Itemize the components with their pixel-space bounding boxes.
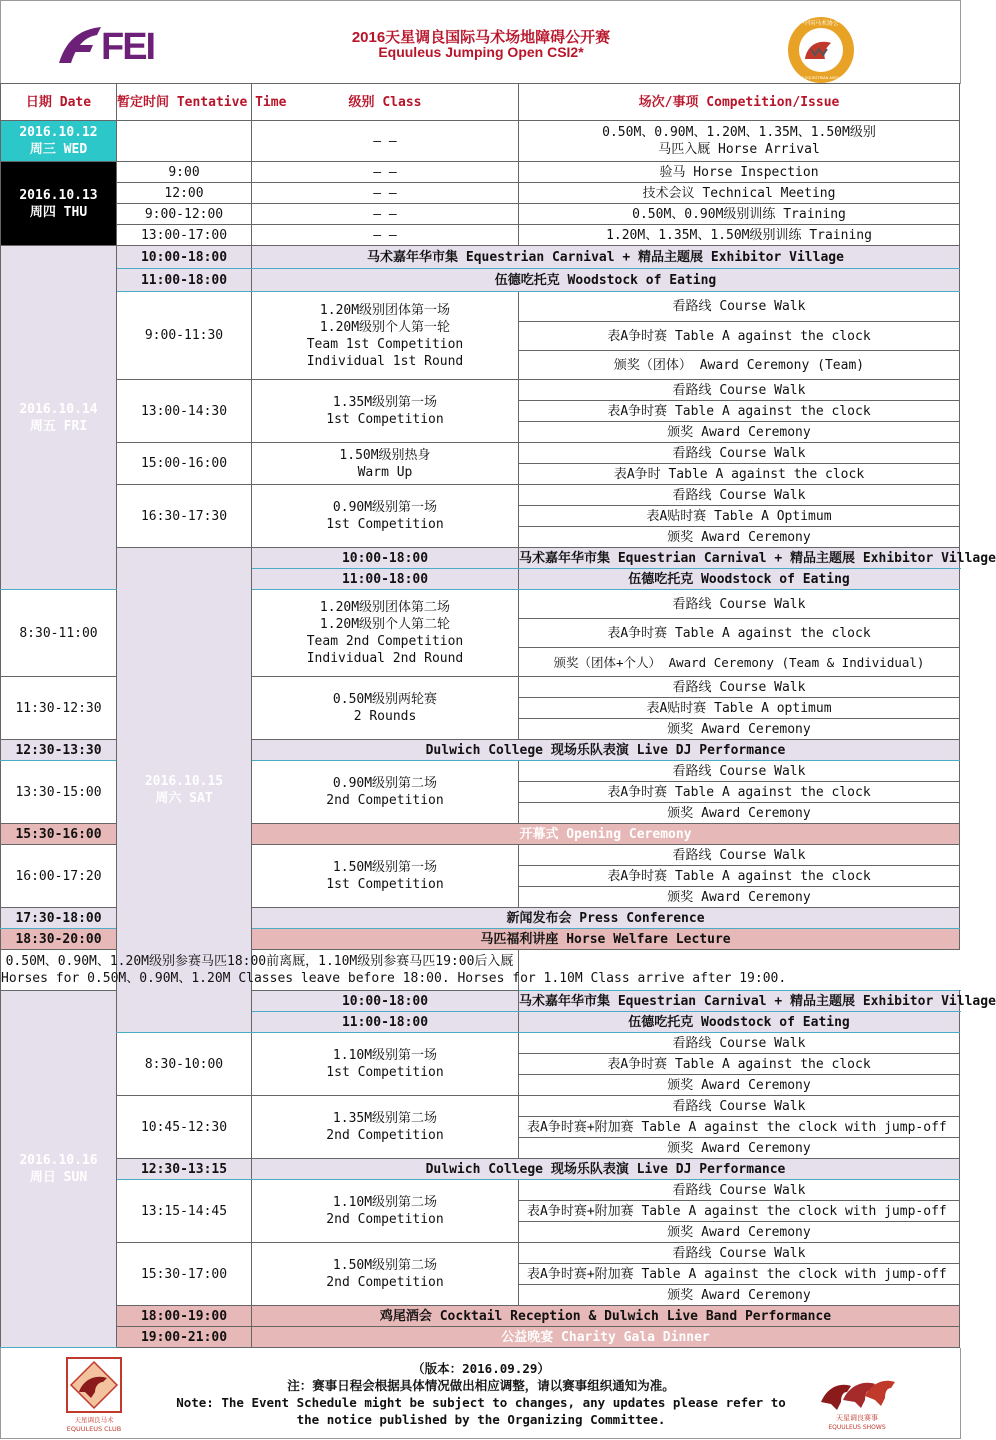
issue-cell: 表A贴时赛 Table A optimum xyxy=(519,698,960,719)
event-row xyxy=(1,269,960,292)
schedule-table xyxy=(0,83,996,1348)
stabling-note xyxy=(1,950,787,991)
time-cell: 15:30-16:00 xyxy=(1,824,117,845)
event-cell: 公益晚宴 Charity Gala Dinner xyxy=(252,1327,960,1348)
time-cell: 17:30-18:00 xyxy=(1,908,117,929)
issue-cell: 表A贴时赛 Table A Optimum xyxy=(519,506,960,527)
class-cell xyxy=(252,1243,519,1306)
note-line: 0.50M、0.90M、1.20M级别参赛马匹18:00前离厩，1.10M级别参赛马匹19:00后入厩 xyxy=(5,954,514,969)
issue-cell: 看路线 Course Walk xyxy=(519,761,960,782)
time-cell: 13:15-14:45 xyxy=(117,1180,252,1243)
issue-cell: 看路线 Course Walk xyxy=(519,677,960,698)
time-cell: 18:30-20:00 xyxy=(1,929,117,950)
event-cell: 开幕式 Opening Ceremony xyxy=(252,824,960,845)
col-date: 日期 Date xyxy=(1,84,117,121)
class-cell xyxy=(252,485,519,548)
class-line: 1.20M级别个人第一轮 xyxy=(319,319,451,335)
day-sat-date: 2016.10.15 xyxy=(144,774,224,789)
note-line: Horses for 0.50M、0.90M、1.20M Classes leave before 18:00. Horses for 1.10M Class arrive after 19:00. xyxy=(1,971,787,986)
issue-cell: 看路线 Course Walk xyxy=(519,590,960,619)
class-cell xyxy=(252,1096,519,1159)
class-line: 1.20M级别团体第二场 xyxy=(319,600,451,615)
event-cell: 新闻发布会 Press Conference xyxy=(252,908,960,929)
fei-logo-text: FEI xyxy=(101,26,155,68)
shows-logo-cn: 天星调良赛事 xyxy=(836,1414,878,1422)
event-row xyxy=(1,548,960,569)
time-cell xyxy=(117,121,252,162)
issue-cell: 1.20M、1.35M、1.50M级别训练 Training xyxy=(519,225,960,246)
event-cell: 伍德吃托克 Woodstock of Eating xyxy=(519,569,960,590)
fei-logo xyxy=(53,23,177,68)
issue-cell: 表A争时赛 Table A against the clock xyxy=(519,401,960,422)
class-line: 2 Rounds xyxy=(353,709,417,724)
event-cell: 伍德吃托克 Woodstock of Eating xyxy=(252,269,960,292)
time-cell: 10:00-18:00 xyxy=(252,548,519,569)
time-cell: 13:30-15:00 xyxy=(1,761,117,824)
class-line: 0.90M级别第一场 xyxy=(332,500,438,515)
day-fri xyxy=(1,246,117,590)
class-line: 1.50M级别第一场 xyxy=(332,860,438,875)
day-thu xyxy=(1,162,117,246)
time-cell: 9:00-12:00 xyxy=(117,204,252,225)
issue-cell: 表A争时赛 Table A against the clock xyxy=(519,322,960,351)
event-row xyxy=(1,1327,960,1348)
time-cell: 15:30-17:00 xyxy=(117,1243,252,1306)
issue-cell: 表A争时赛 Table A against the clock xyxy=(519,866,960,887)
class-cell xyxy=(252,590,519,677)
class-cell xyxy=(252,677,519,740)
issue-cell: 表A争时赛 Table A against the clock xyxy=(519,1054,960,1075)
issue-cell: 看路线 Course Walk xyxy=(519,1033,960,1054)
class-line: 1.10M级别第一场 xyxy=(332,1048,438,1063)
page-footer xyxy=(0,1348,961,1439)
day-sun-weekday: 周日 SUN xyxy=(29,1170,88,1185)
event-cell: 马术嘉年华市集 Equestrian Carnival + 精品主题展 Exhibitor Village xyxy=(252,246,960,269)
time-cell: 8:30-10:00 xyxy=(117,1033,252,1096)
class-cell xyxy=(252,1033,519,1096)
class-cell xyxy=(252,443,519,485)
issue-cell: 看路线 Course Walk xyxy=(519,1096,960,1117)
class-line: 0.50M级别两轮赛 xyxy=(332,692,438,707)
note-cn: 注：赛事日程会根据具体情况做出相应调整，请以赛事组织通知为准。 xyxy=(287,1378,675,1393)
table-row xyxy=(1,380,960,401)
event-cell: 伍德吃托克 Woodstock of Eating xyxy=(519,1012,960,1033)
day-sun xyxy=(1,991,117,1348)
title-cn: 2016天星调良国际马术场地障碍公开赛 xyxy=(351,29,611,46)
table-row xyxy=(1,1096,960,1117)
time-cell: 13:00-14:30 xyxy=(117,380,252,443)
table-row xyxy=(1,1033,960,1054)
class-line: 1.10M级别第二场 xyxy=(332,1195,438,1210)
event-row xyxy=(1,1159,960,1180)
issue-cell: 颁奖 Award Ceremony xyxy=(519,422,960,443)
table-row xyxy=(1,1243,960,1264)
time-cell: 13:00-17:00 xyxy=(117,225,252,246)
equuleus-club-logo xyxy=(61,1354,127,1434)
issue-line: 马匹入厩 Horse Arrival xyxy=(658,142,820,157)
class-line: 1.20M级别个人第二轮 xyxy=(319,617,451,632)
issue-cell xyxy=(519,121,960,162)
class-cell xyxy=(252,761,519,824)
wed-row xyxy=(1,121,960,162)
issue-cell: 颁奖 Award Ceremony xyxy=(519,1075,960,1096)
day-wed-weekday: 周三 WED xyxy=(29,142,88,157)
issue-cell: 颁奖 Award Ceremony xyxy=(519,803,960,824)
table-row xyxy=(1,162,960,183)
issue-cell: 看路线 Course Walk xyxy=(519,485,960,506)
table-row xyxy=(1,204,960,225)
event-cell: 马术嘉年华市集 Equestrian Carnival + 精品主题展 Exhibitor Village xyxy=(519,548,960,569)
day-fri-date: 2016.10.14 xyxy=(19,401,98,417)
event-cell: Dulwich College 现场乐队表演 Live DJ Performance xyxy=(252,740,960,761)
class-cell: — — xyxy=(252,121,519,162)
class-line: Warm Up xyxy=(357,464,413,480)
shows-logo-en: EQUULEUS SHOWS xyxy=(828,1424,886,1431)
issue-cell: 颁奖 Award Ceremony xyxy=(519,1285,960,1306)
table-row xyxy=(1,1180,960,1201)
issue-cell: 表A争时赛 Table A against the clock xyxy=(519,619,960,648)
class-line: 1st Competition xyxy=(326,1065,444,1080)
class-line: Individual 2nd Round xyxy=(306,651,464,666)
col-issue: 场次/事项 Competition/Issue xyxy=(519,84,960,121)
col-time: 暂定时间 Tentative Time xyxy=(117,84,252,121)
time-cell: 12:00 xyxy=(117,183,252,204)
class-line: 1.50M级别热身 xyxy=(339,447,431,463)
time-cell: 12:30-13:15 xyxy=(117,1159,252,1180)
class-cell xyxy=(252,380,519,443)
issue-cell: 看路线 Course Walk xyxy=(519,1243,960,1264)
time-cell: 11:00-18:00 xyxy=(117,269,252,292)
event-cell: 马匹福利讲座 Horse Welfare Lecture xyxy=(252,929,960,950)
version-label: （版本：2016.09.29） xyxy=(412,1361,550,1376)
issue-line: 0.50M、0.90M、1.20M、1.35M、1.50M级别 xyxy=(602,125,876,140)
col-class: 级别 Class xyxy=(252,84,519,121)
table-header-row xyxy=(1,84,960,121)
club-logo-cn: 天星调良马术 xyxy=(74,1416,114,1424)
class-cell xyxy=(252,845,519,908)
issue-cell: 颁奖 Award Ceremony xyxy=(519,1222,960,1243)
issue-cell: 颁奖（团体） Award Ceremony (Team) xyxy=(519,351,960,380)
time-cell: 11:00-18:00 xyxy=(252,569,519,590)
time-cell: 11:00-18:00 xyxy=(252,1012,519,1033)
issue-cell: 0.50M、0.90M级别训练 Training xyxy=(519,204,960,225)
class-line: 1st Competition xyxy=(326,517,444,532)
time-cell: 10:00-18:00 xyxy=(117,246,252,269)
seal-text-bottom: CHINESE EQUESTRIAN ASSOCIATION xyxy=(788,76,854,80)
class-line: 2nd Competition xyxy=(326,793,444,808)
table-row xyxy=(1,183,960,204)
time-cell: 8:30-11:00 xyxy=(1,590,117,677)
time-cell: 15:00-16:00 xyxy=(117,443,252,485)
issue-cell: 技术会议 Technical Meeting xyxy=(519,183,960,204)
class-cell: — — xyxy=(252,162,519,183)
table-row xyxy=(1,225,960,246)
note-en-2: the notice published by the Organizing Committee. xyxy=(296,1412,666,1427)
note-row xyxy=(1,950,960,991)
cea-seal-logo xyxy=(783,15,859,85)
time-cell: 18:00-19:00 xyxy=(117,1306,252,1327)
day-wed xyxy=(1,121,117,162)
class-line: 1.35M级别第一场 xyxy=(332,395,438,410)
table-row xyxy=(1,292,960,322)
issue-cell: 表A争时 Table A against the clock xyxy=(519,464,960,485)
club-logo-en: EQUULEUS CLUB xyxy=(66,1425,122,1433)
issue-cell: 看路线 Course Walk xyxy=(519,443,960,464)
issue-cell: 验马 Horse Inspection xyxy=(519,162,960,183)
issue-cell: 看路线 Course Walk xyxy=(519,292,960,322)
class-line: 0.90M级别第二场 xyxy=(332,776,438,791)
class-line: 1st Competition xyxy=(326,877,444,892)
class-cell: — — xyxy=(252,204,519,225)
class-line: 1.20M级别团体第一场 xyxy=(319,302,451,318)
issue-cell: 颁奖 Award Ceremony xyxy=(519,527,960,548)
issue-cell: 颁奖（团体+个人） Award Ceremony (Team & Individual) xyxy=(519,648,960,677)
class-line: Team 2nd Competition xyxy=(306,634,464,649)
event-cell: Dulwich College 现场乐队表演 Live DJ Performance xyxy=(252,1159,960,1180)
day-wed-date: 2016.10.12 xyxy=(19,125,98,140)
issue-cell: 表A争时赛+附加赛 Table A against the clock with jump-off xyxy=(519,1201,960,1222)
time-cell: 9:00-11:30 xyxy=(117,292,252,380)
time-cell: 10:45-12:30 xyxy=(117,1096,252,1159)
event-row xyxy=(1,1306,960,1327)
issue-cell: 颁奖 Award Ceremony xyxy=(519,1138,960,1159)
class-line: 2nd Competition xyxy=(326,1275,444,1290)
class-cell: — — xyxy=(252,183,519,204)
class-line: 1.50M级别第二场 xyxy=(332,1258,438,1273)
seal-text-top: 中国马术协会 xyxy=(802,20,840,27)
day-thu-weekday: 周四 THU xyxy=(29,204,88,220)
issue-cell: 表A争时赛+附加赛 Table A against the clock with jump-off xyxy=(519,1117,960,1138)
time-cell: 11:30-12:30 xyxy=(1,677,117,740)
class-line: 1st Competition xyxy=(326,412,444,427)
day-fri-weekday: 周五 FRI xyxy=(29,418,88,434)
note-en-1: Note: The Event Schedule might be subject to changes, any updates please refer to xyxy=(176,1395,786,1410)
class-line: 2nd Competition xyxy=(326,1128,444,1143)
title-en: Equuleus Jumping Open CSI2* xyxy=(378,44,584,60)
table-row xyxy=(1,485,960,506)
issue-cell: 表A争时赛+附加赛 Table A against the clock with jump-off xyxy=(519,1264,960,1285)
issue-cell: 看路线 Course Walk xyxy=(519,845,960,866)
event-cell: 马术嘉年华市集 Equestrian Carnival + 精品主题展 Exhibitor Village xyxy=(519,991,960,1012)
time-cell: 16:00-17:20 xyxy=(1,845,117,908)
class-line: 1.35M级别第二场 xyxy=(332,1111,438,1126)
class-line: Individual 1st Round xyxy=(306,353,464,369)
time-cell: 19:00-21:00 xyxy=(117,1327,252,1348)
class-line: 2nd Competition xyxy=(326,1212,444,1227)
event-cell: 鸡尾酒会 Cocktail Reception & Dulwich Live Band Performance xyxy=(252,1306,960,1327)
day-sun-date: 2016.10.16 xyxy=(19,1153,98,1168)
class-cell xyxy=(252,1180,519,1243)
issue-cell: 颁奖 Award Ceremony xyxy=(519,719,960,740)
time-cell: 16:30-17:30 xyxy=(117,485,252,548)
day-thu-date: 2016.10.13 xyxy=(19,187,98,203)
page-header xyxy=(0,0,961,84)
time-cell: 12:30-13:30 xyxy=(1,740,117,761)
footer-notes xyxy=(141,1360,821,1428)
equuleus-shows-logo xyxy=(813,1366,901,1432)
time-cell: 10:00-18:00 xyxy=(252,991,519,1012)
class-line: Team 1st Competition xyxy=(306,336,464,352)
event-row xyxy=(1,246,960,269)
class-cell xyxy=(252,292,519,380)
issue-cell: 表A争时赛 Table A against the clock xyxy=(519,782,960,803)
issue-cell: 颁奖 Award Ceremony xyxy=(519,887,960,908)
table-row xyxy=(1,443,960,464)
issue-cell: 看路线 Course Walk xyxy=(519,1180,960,1201)
time-cell: 9:00 xyxy=(117,162,252,183)
day-sat-weekday: 周六 SAT xyxy=(155,791,213,806)
issue-cell: 看路线 Course Walk xyxy=(519,380,960,401)
class-cell: — — xyxy=(252,225,519,246)
